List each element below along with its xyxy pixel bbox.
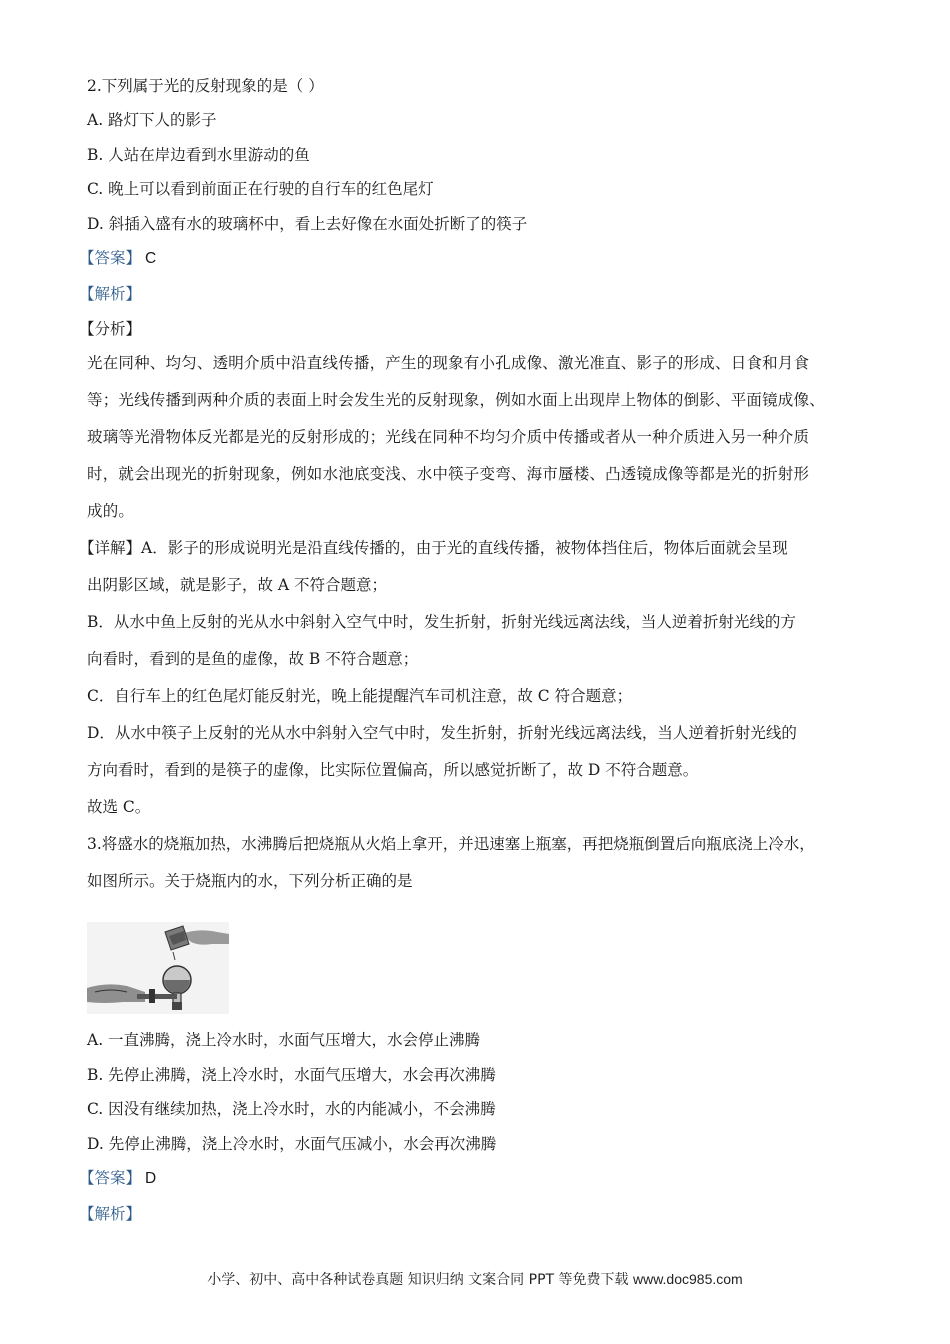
q2-fenxi-paragraph <box>87 345 877 530</box>
detail-line: 故选 C。 <box>87 798 151 816</box>
q2-option-d: D. 斜插入盛有水的玻璃杯中，看上去好像在水面处折断了的筷子 <box>87 214 528 233</box>
answer-value: C <box>145 250 157 267</box>
q3-option-d: D. 先停止沸腾，浇上冷水时，水面气压减小，水会再次沸腾 <box>87 1134 497 1153</box>
q2-analysis-label: 【解析】 <box>79 285 142 303</box>
q2-answer <box>79 246 877 271</box>
footer-text: 小学、初中、高中各种试卷真题 知识归纳 文案合同 PPT 等免费下载 <box>207 1272 629 1288</box>
q2-option-a: A. 路灯下人的影子 <box>87 111 217 129</box>
q2-option-c: C. 晚上可以看到前面正在行驶的自行车的红色尾灯 <box>87 180 434 198</box>
document-page <box>79 74 877 1237</box>
page-footer <box>0 1269 950 1289</box>
detail-line: 方向看时，看到的是筷子的虚像，比实际位置偏高，所以感觉折断了，故 D 不符合题意。 <box>87 761 699 779</box>
q3-question-line: 3.将盛水的烧瓶加热，水沸腾后把烧瓶从火焰上拿开，并迅速塞上瓶塞，再把烧瓶倒置后向瓶底浇上冷水， <box>87 835 815 853</box>
flask-experiment-figure <box>87 922 229 1014</box>
q2-detail <box>79 530 877 826</box>
detail-line: 出阴影区域，就是影子，故 A 不符合题意； <box>87 576 388 594</box>
flask-illustration <box>87 922 229 1014</box>
answer-value: D <box>145 1170 157 1187</box>
q3-answer <box>79 1166 877 1191</box>
detail-line: 向看时，看到的是鱼的虚像，故 B 不符合题意； <box>87 650 419 668</box>
fenxi-line: 光在同种、均匀、透明介质中沿直线传播，产生的现象有小孔成像、激光准直、影子的形成、日食和月食 <box>87 354 810 372</box>
fenxi-line: 玻璃等光滑物体反光都是光的反射形成的；光线在同种不均匀介质中传播或者从一种介质进入另一种介质 <box>87 428 810 446</box>
fenxi-line: 等；光线传播到两种介质的表面上时会发生光的反射现象，例如水面上出现岸上物体的倒影、平面镜成像、 <box>87 391 825 409</box>
q3-option-a: A. 一直沸腾，浇上冷水时，水面气压增大，水会停止沸腾 <box>87 1031 481 1049</box>
fenxi-line: 成的。 <box>87 502 135 520</box>
answer-label: 【答案】 <box>79 1169 142 1187</box>
detail-line: B．从水中鱼上反射的光从水中斜射入空气中时，发生折射，折射光线远离法线，当人逆着折射光线的方 <box>87 613 796 631</box>
q2-fenxi-label: 【分析】 <box>79 320 142 338</box>
footer-link[interactable]: www.doc985.com <box>632 1271 743 1287</box>
q3-question-line: 如图所示。关于烧瓶内的水，下列分析正确的是 <box>87 872 413 890</box>
q3-option-c: C. 因没有继续加热，浇上冷水时，水的内能减小，不会沸腾 <box>87 1100 496 1118</box>
answer-label: 【答案】 <box>79 249 142 267</box>
q3-analysis-label: 【解析】 <box>79 1205 142 1223</box>
q2-option-b: B. 人站在岸边看到水里游动的鱼 <box>87 145 310 164</box>
q3-option-b: B. 先停止沸腾，浇上冷水时，水面气压增大，水会再次沸腾 <box>87 1065 496 1084</box>
detail-line: D．从水中筷子上反射的光从水中斜射入空气中时，发生折射，折射光线远离法线，当人逆着折射光线的 <box>87 724 797 742</box>
detail-line: C．自行车上的红色尾灯能反射光，晚上能提醒汽车司机注意，故 C 符合题意； <box>87 687 633 705</box>
detail-line: 【详解】A．影子的形成说明光是沿直线传播的，由于光的直线传播，被物体挡住后，物体后面就会呈现 <box>79 539 788 557</box>
fenxi-line: 时，就会出现光的折射现象，例如水池底变浅、水中筷子变弯、海市蜃楼、凸透镜成像等都是光的折射形 <box>87 465 810 483</box>
q2-question: 2.下列属于光的反射现象的是（ ） <box>87 77 324 95</box>
